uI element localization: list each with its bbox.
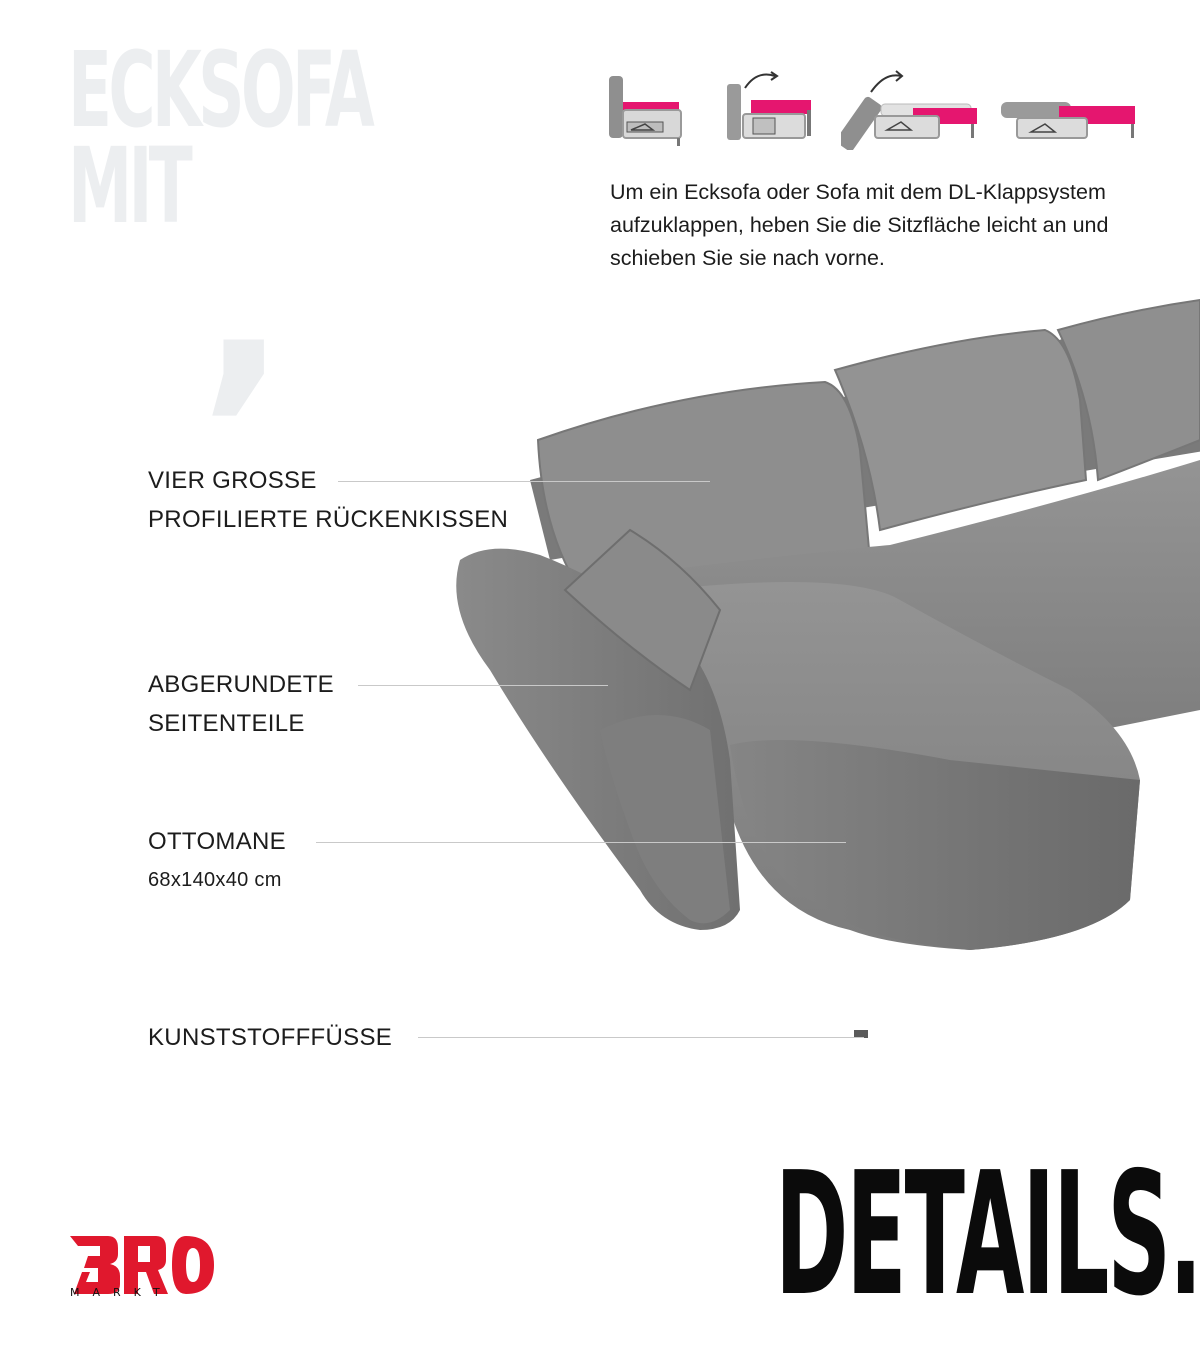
intro-text: Um ein Ecksofa oder Sofa mit dem DL-Klappsystem aufzuklappen, heben Sie die Sitzfläche leicht an und schieben Sie sie nach vorne.: [610, 180, 1109, 270]
sofa-image: [430, 290, 1200, 1050]
feature-dimensions: 68x140x40 cm: [148, 869, 282, 891]
sofa-bed-icon: [997, 66, 1145, 146]
feature-label: VIER GROSSE: [148, 467, 317, 494]
feature-label: ABGERUNDETE: [148, 671, 334, 698]
ghost-comma: ,: [200, 171, 288, 438]
sofa-slide-icon: [841, 66, 981, 150]
leader-line: [358, 685, 608, 686]
logo-subtext: MARKT: [70, 1286, 173, 1299]
leader-line: [316, 842, 846, 843]
leader-line: [418, 1037, 864, 1038]
feature-label: OTTOMANE: [148, 828, 286, 855]
sofa-lift-icon: [723, 66, 823, 146]
feature-label: SEITENTEILE: [148, 710, 305, 737]
unfold-steps: [605, 66, 1145, 156]
feature-back-cushions: [148, 461, 508, 539]
details-heading: DETAILS.: [775, 1136, 1200, 1334]
feature-label: KUNSTSTOFFFÜSSE: [148, 1024, 393, 1051]
ghost-heading-line2: MIT: [68, 125, 189, 247]
ghost-heading-line1: ECKSOFA: [68, 29, 372, 151]
feature-ottoman: [148, 822, 286, 900]
sofa-folded-icon: [605, 66, 689, 146]
feature-side-arms: [148, 665, 334, 743]
feature-feet: [148, 1018, 392, 1057]
feature-label: PROFILIERTE RÜCKENKISSEN: [148, 506, 509, 533]
leader-line: [338, 481, 710, 482]
